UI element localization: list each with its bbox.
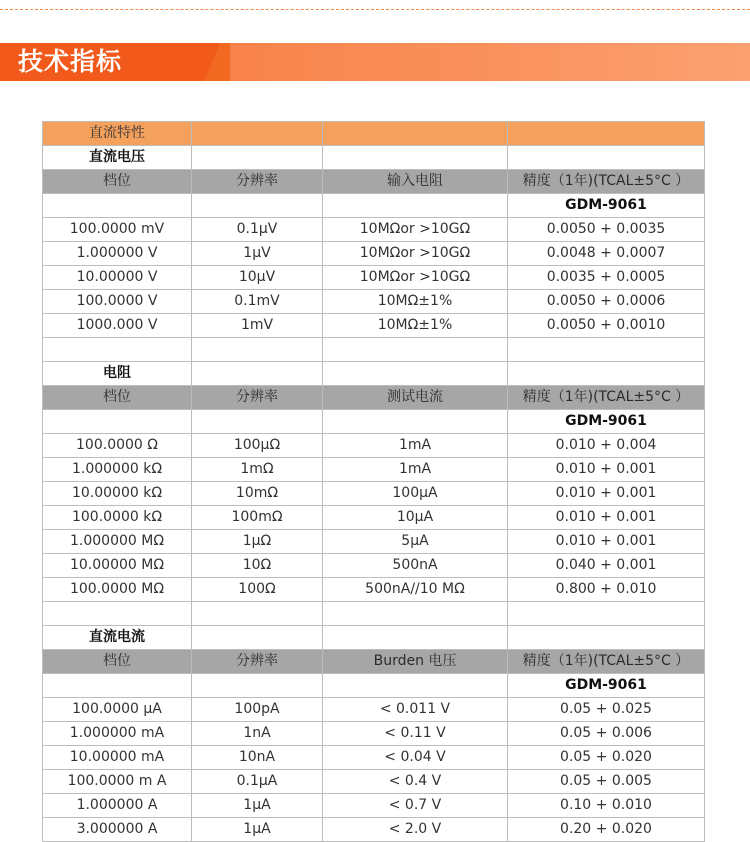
section-title-row bbox=[43, 362, 705, 386]
table-cell: 0.010 + 0.001 bbox=[508, 482, 705, 506]
table-cell: 0.010 + 0.004 bbox=[508, 434, 705, 458]
column-header: 精度（1年)(TCAL±5°C ） bbox=[508, 650, 705, 674]
empty-cell bbox=[43, 338, 192, 362]
model-name: GDM-9061 bbox=[508, 194, 705, 218]
empty-cell bbox=[192, 362, 323, 386]
table-cell: 10MΩ±1% bbox=[323, 290, 508, 314]
section-title: 直流电流 bbox=[43, 626, 192, 650]
column-header: 分辨率 bbox=[192, 386, 323, 410]
empty-cell bbox=[508, 338, 705, 362]
model-name: GDM-9061 bbox=[508, 410, 705, 434]
table-cell: < 2.0 V bbox=[323, 818, 508, 842]
empty-cell bbox=[323, 194, 508, 218]
table-cell: 10μV bbox=[192, 266, 323, 290]
top-dashed-rule bbox=[0, 9, 750, 10]
table-cell: 1μA bbox=[192, 794, 323, 818]
table-cell: 0.0050 + 0.0035 bbox=[508, 218, 705, 242]
table-row bbox=[43, 530, 705, 554]
empty-cell bbox=[323, 338, 508, 362]
table-cell: 0.1μA bbox=[192, 770, 323, 794]
table-cell: 5μA bbox=[323, 530, 508, 554]
table-row bbox=[43, 698, 705, 722]
table-cell: 100.0000 μA bbox=[43, 698, 192, 722]
empty-cell bbox=[43, 602, 192, 626]
table-row bbox=[43, 722, 705, 746]
table-row bbox=[43, 770, 705, 794]
table-row bbox=[43, 290, 705, 314]
model-row bbox=[43, 674, 705, 698]
table-cell: 0.0035 + 0.0005 bbox=[508, 266, 705, 290]
table-cell: 1mA bbox=[323, 434, 508, 458]
spec-table-body bbox=[43, 122, 705, 842]
table-cell: 1μA bbox=[192, 818, 323, 842]
table-row bbox=[43, 578, 705, 602]
table-cell: 0.010 + 0.001 bbox=[508, 530, 705, 554]
section-title: 直流电压 bbox=[43, 146, 192, 170]
table-cell: 500nA//10 MΩ bbox=[323, 578, 508, 602]
table-cell: 100.0000 mV bbox=[43, 218, 192, 242]
empty-cell bbox=[192, 194, 323, 218]
empty-cell bbox=[192, 674, 323, 698]
column-header-row bbox=[43, 170, 705, 194]
table-cell: 0.0048 + 0.0007 bbox=[508, 242, 705, 266]
column-header: 档位 bbox=[43, 650, 192, 674]
table-cell: 1mV bbox=[192, 314, 323, 338]
table-cell: 1.000000 A bbox=[43, 794, 192, 818]
table-cell: 100.0000 MΩ bbox=[43, 578, 192, 602]
empty-cell bbox=[508, 146, 705, 170]
page-title: 技术指标 bbox=[18, 47, 123, 76]
table-cell: 10MΩor >10GΩ bbox=[323, 266, 508, 290]
table-cell: < 0.4 V bbox=[323, 770, 508, 794]
table-cell: 100Ω bbox=[192, 578, 323, 602]
table-top-row bbox=[43, 122, 705, 146]
table-row bbox=[43, 434, 705, 458]
column-header: 档位 bbox=[43, 170, 192, 194]
column-header: 输入电阻 bbox=[323, 170, 508, 194]
table-row bbox=[43, 242, 705, 266]
table-cell: 0.1μV bbox=[192, 218, 323, 242]
spec-table bbox=[42, 121, 705, 842]
table-cell: 10MΩor >10GΩ bbox=[323, 242, 508, 266]
empty-cell bbox=[192, 626, 323, 650]
table-cell: 100.0000 m A bbox=[43, 770, 192, 794]
table-cell: 10.00000 mA bbox=[43, 746, 192, 770]
column-header: 档位 bbox=[43, 386, 192, 410]
table-cell: 0.010 + 0.001 bbox=[508, 458, 705, 482]
table-cell: 10nA bbox=[192, 746, 323, 770]
table-top-cell bbox=[323, 122, 508, 146]
table-cell: 1μΩ bbox=[192, 530, 323, 554]
table-cell: 10MΩ±1% bbox=[323, 314, 508, 338]
table-cell: 0.0050 + 0.0010 bbox=[508, 314, 705, 338]
table-cell: < 0.7 V bbox=[323, 794, 508, 818]
blank-row bbox=[43, 338, 705, 362]
column-header: Burden 电压 bbox=[323, 650, 508, 674]
model-row bbox=[43, 410, 705, 434]
section-title-row bbox=[43, 626, 705, 650]
table-cell: 1000.000 V bbox=[43, 314, 192, 338]
table-row bbox=[43, 266, 705, 290]
table-cell: 1.000000 kΩ bbox=[43, 458, 192, 482]
table-cell: 0.05 + 0.025 bbox=[508, 698, 705, 722]
table-row bbox=[43, 314, 705, 338]
table-cell: 1.000000 V bbox=[43, 242, 192, 266]
empty-cell bbox=[192, 410, 323, 434]
empty-cell bbox=[192, 602, 323, 626]
table-cell: 10MΩor >10GΩ bbox=[323, 218, 508, 242]
column-header: 分辨率 bbox=[192, 170, 323, 194]
table-cell: 100mΩ bbox=[192, 506, 323, 530]
table-cell: 0.800 + 0.010 bbox=[508, 578, 705, 602]
empty-cell bbox=[192, 338, 323, 362]
table-cell: < 0.011 V bbox=[323, 698, 508, 722]
table-cell: < 0.04 V bbox=[323, 746, 508, 770]
table-row bbox=[43, 554, 705, 578]
empty-cell bbox=[508, 602, 705, 626]
empty-cell bbox=[43, 410, 192, 434]
empty-cell bbox=[43, 674, 192, 698]
section-title-row bbox=[43, 146, 705, 170]
table-cell: 100.0000 kΩ bbox=[43, 506, 192, 530]
empty-cell bbox=[323, 674, 508, 698]
table-row bbox=[43, 458, 705, 482]
table-cell: 10mΩ bbox=[192, 482, 323, 506]
table-cell: 100μA bbox=[323, 482, 508, 506]
empty-cell bbox=[323, 626, 508, 650]
table-row bbox=[43, 482, 705, 506]
column-header: 精度（1年)(TCAL±5°C ） bbox=[508, 170, 705, 194]
column-header: 测试电流 bbox=[323, 386, 508, 410]
table-cell: 1.000000 mA bbox=[43, 722, 192, 746]
table-cell: 0.10 + 0.010 bbox=[508, 794, 705, 818]
table-top-cell bbox=[508, 122, 705, 146]
table-row bbox=[43, 794, 705, 818]
model-name: GDM-9061 bbox=[508, 674, 705, 698]
table-row bbox=[43, 746, 705, 770]
table-cell: 0.05 + 0.006 bbox=[508, 722, 705, 746]
empty-cell bbox=[508, 362, 705, 386]
section-title: 电阻 bbox=[43, 362, 192, 386]
column-header: 分辨率 bbox=[192, 650, 323, 674]
section-banner bbox=[0, 43, 750, 81]
table-cell: 100pA bbox=[192, 698, 323, 722]
table-row bbox=[43, 818, 705, 842]
empty-cell bbox=[323, 410, 508, 434]
table-top-cell bbox=[192, 122, 323, 146]
table-cell: 0.040 + 0.001 bbox=[508, 554, 705, 578]
table-cell: 0.0050 + 0.0006 bbox=[508, 290, 705, 314]
table-cell: 1.000000 MΩ bbox=[43, 530, 192, 554]
table-cell: < 0.11 V bbox=[323, 722, 508, 746]
empty-cell bbox=[323, 602, 508, 626]
table-cell: 100.0000 V bbox=[43, 290, 192, 314]
table-cell: 0.20 + 0.020 bbox=[508, 818, 705, 842]
model-row bbox=[43, 194, 705, 218]
empty-cell bbox=[508, 626, 705, 650]
table-cell: 0.010 + 0.001 bbox=[508, 506, 705, 530]
table-cell: 500nA bbox=[323, 554, 508, 578]
empty-cell bbox=[43, 194, 192, 218]
table-cell: 1mA bbox=[323, 458, 508, 482]
table-cell: 1nA bbox=[192, 722, 323, 746]
empty-cell bbox=[192, 146, 323, 170]
table-cell: 3.000000 A bbox=[43, 818, 192, 842]
empty-cell bbox=[323, 146, 508, 170]
table-cell: 10μA bbox=[323, 506, 508, 530]
table-top-label: 直流特性 bbox=[43, 122, 192, 146]
table-cell: 0.05 + 0.020 bbox=[508, 746, 705, 770]
column-header-row bbox=[43, 650, 705, 674]
table-cell: 0.1mV bbox=[192, 290, 323, 314]
empty-cell bbox=[323, 362, 508, 386]
column-header-row bbox=[43, 386, 705, 410]
table-cell: 10.00000 kΩ bbox=[43, 482, 192, 506]
table-cell: 1μV bbox=[192, 242, 323, 266]
table-cell: 100.0000 Ω bbox=[43, 434, 192, 458]
table-row bbox=[43, 218, 705, 242]
table-row bbox=[43, 506, 705, 530]
table-cell: 10Ω bbox=[192, 554, 323, 578]
table-cell: 1mΩ bbox=[192, 458, 323, 482]
table-cell: 0.05 + 0.005 bbox=[508, 770, 705, 794]
table-cell: 10.00000 MΩ bbox=[43, 554, 192, 578]
table-cell: 100μΩ bbox=[192, 434, 323, 458]
table-cell: 10.00000 V bbox=[43, 266, 192, 290]
column-header: 精度（1年)(TCAL±5°C ） bbox=[508, 386, 705, 410]
blank-row bbox=[43, 602, 705, 626]
